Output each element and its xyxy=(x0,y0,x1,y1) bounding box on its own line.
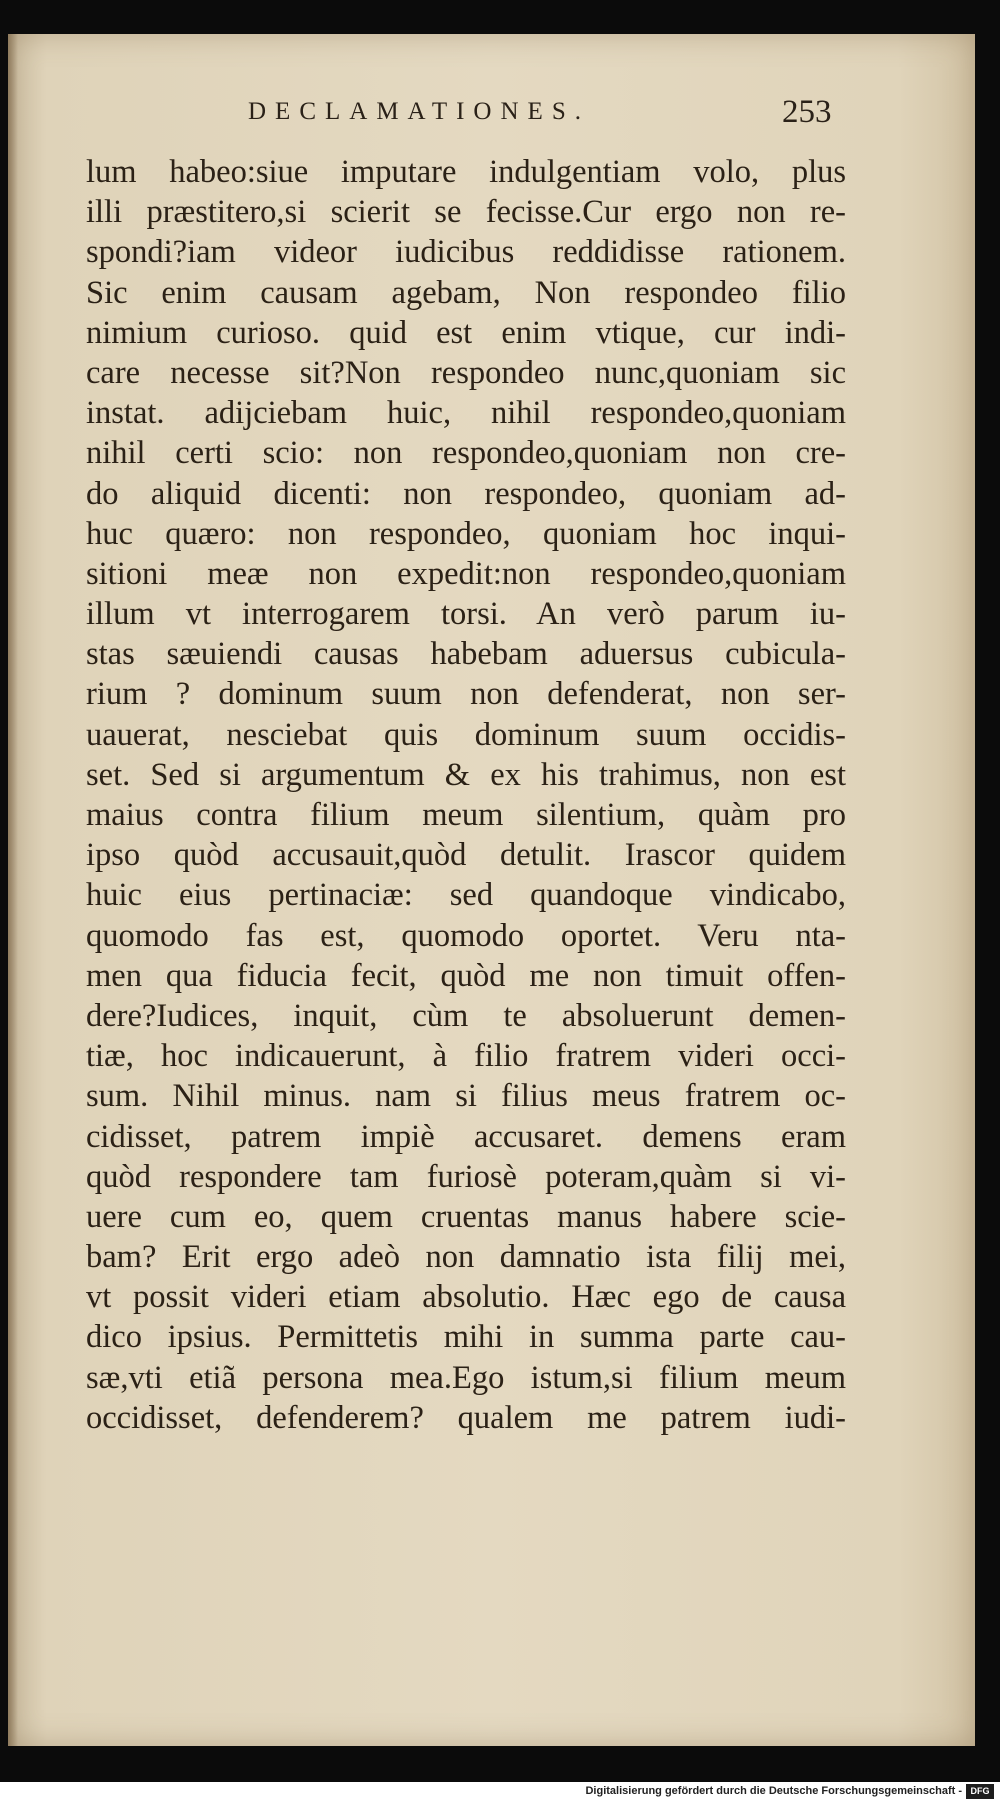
text-line: huic eius pertinaciæ: sed quandoque vindicabo, xyxy=(86,877,846,914)
text-line: Sic enim causam agebam, Non respondeo filio xyxy=(86,274,846,311)
text-line: cidisset, patrem impiè accusaret. demens eram xyxy=(86,1118,846,1155)
text-line: uere cum eo, quem cruentas manus habere scie- xyxy=(86,1198,846,1235)
text-line: tiæ, hoc indicauerunt, à filio fratrem videri occi- xyxy=(86,1038,846,1075)
text-line: spondi?iam videor iudicibus reddidisse rationem. xyxy=(86,234,846,271)
text-line: uauerat, nesciebat quis dominum suum occidis- xyxy=(86,716,846,753)
text-line: maius contra filium meum silentium, quàm pro xyxy=(86,797,846,833)
page-number: 253 xyxy=(782,94,832,130)
page-header xyxy=(8,96,975,136)
text-line: rium ? dominum suum non defenderat, non ser- xyxy=(86,676,846,713)
text-line: men qua fiducia fecit, quòd me non timuit offen- xyxy=(86,957,846,994)
text-line: nimium curioso. quid est enim vtique, cur indi- xyxy=(86,314,846,351)
running-head: DECLAMATIONES. xyxy=(248,98,590,125)
digitization-footer xyxy=(0,1782,1000,1803)
text-line: care necesse sit?Non respondeo nunc,quoniam sic xyxy=(86,354,846,391)
text-line: dere?Iudices, inquit, cùm te absoluerunt demen- xyxy=(86,997,846,1034)
text-line: instat. adijciebam huic, nihil respondeo,quoniam xyxy=(86,395,846,432)
text-line: sum. Nihil minus. nam si filius meus fratrem oc- xyxy=(86,1078,846,1115)
text-line: sitioni meæ non expedit:non respondeo,quoniam xyxy=(86,555,846,592)
text-line: ipso quòd accusauit,quòd detulit. Irascor quidem xyxy=(86,837,846,874)
text-line: stas sæuiendi causas habebam aduersus cubicula- xyxy=(86,636,846,673)
text-line: illi præstitero,si scierit se fecisse.Cur ergo non re- xyxy=(86,194,846,231)
page-gutter-shadow xyxy=(8,34,18,1746)
text-line: occidisset, defenderem? qualem me patrem iudi- xyxy=(86,1399,846,1436)
book-page xyxy=(8,34,975,1746)
text-line: set. Sed si argumentum & ex his trahimus, non est xyxy=(86,756,846,793)
text-line: illum vt interrogarem torsi. An verò parum iu- xyxy=(86,596,846,633)
text-line: quòd respondere tam furiosè poteram,quàm si vi- xyxy=(86,1158,846,1195)
dfg-logo: DFG xyxy=(966,1784,994,1799)
body-text xyxy=(86,152,846,1438)
text-line: vt possit videri etiam absolutio. Hæc ego de causa xyxy=(86,1279,846,1316)
text-line: dico ipsius. Permittetis mihi in summa parte cau- xyxy=(86,1319,846,1356)
text-line: bam? Erit ergo adeò non damnatio ista filij mei, xyxy=(86,1239,846,1276)
text-line: huc quæro: non respondeo, quoniam hoc inqui- xyxy=(86,515,846,552)
text-line: quomodo fas est, quomodo oportet. Veru nta- xyxy=(86,917,846,954)
text-line: lum habeo:siue imputare indulgentiam volo, plus xyxy=(86,154,846,190)
text-line: sæ,vti etiã persona mea.Ego istum,si filium meum xyxy=(86,1359,846,1396)
text-line: do aliquid dicenti: non respondeo, quoniam ad- xyxy=(86,475,846,512)
funding-credit: Digitalisierung gefördert durch die Deutsche Forschungsgemeinschaft - xyxy=(585,1785,962,1797)
text-line: nihil certi scio: non respondeo,quoniam non cre- xyxy=(86,435,846,472)
